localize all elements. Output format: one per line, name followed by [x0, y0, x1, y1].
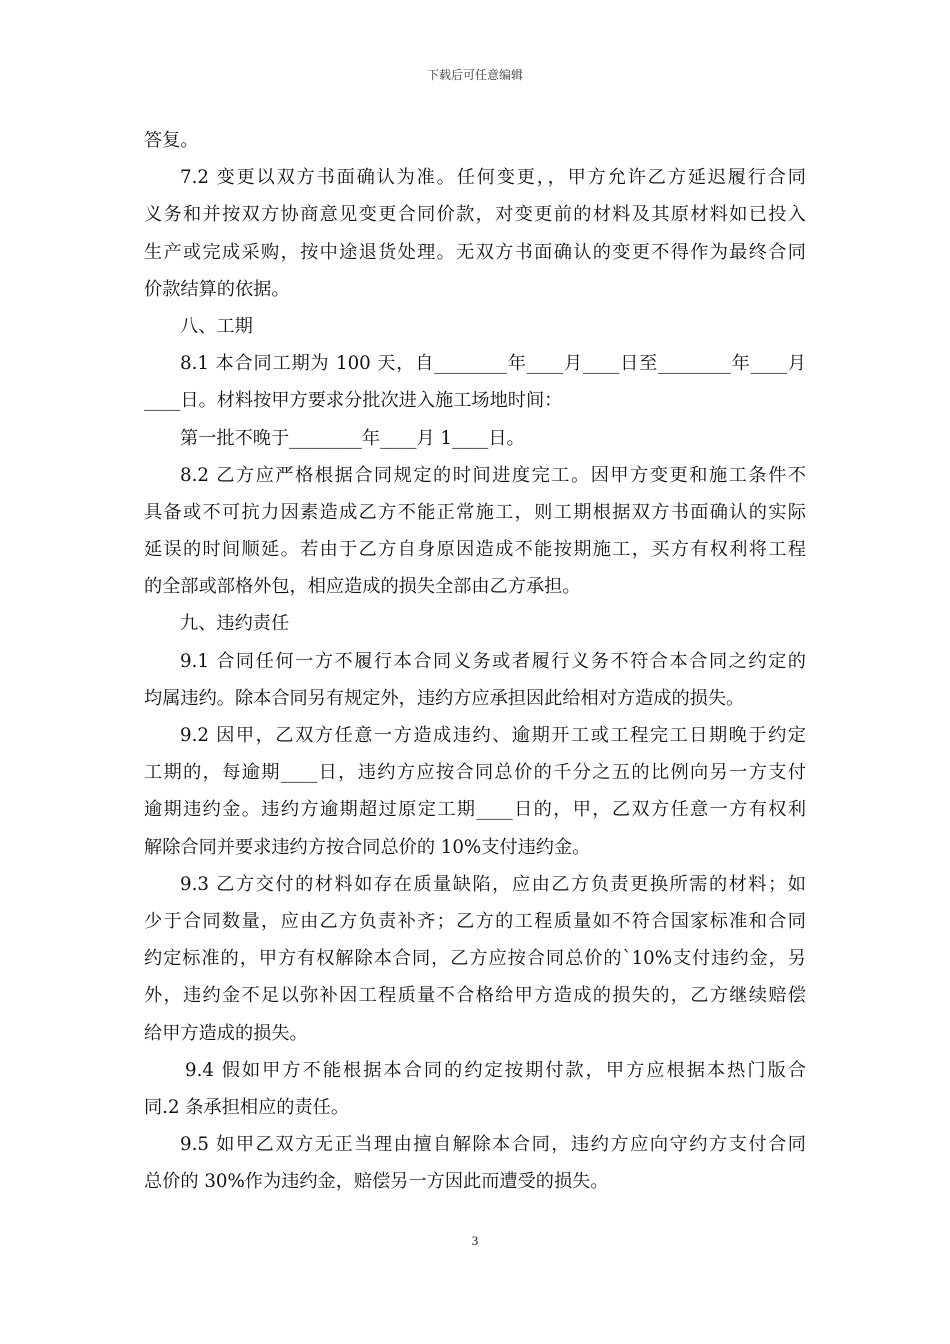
text-line: 同.2 条承担相应的责任。 — [144, 1096, 350, 1118]
text-line: 的全部或部格外包，相应造成的损失全部由乙方承担。 — [144, 576, 581, 598]
text-line: 逾期违约金。违约方逾期超过原定工期____日的，甲，乙双方任意一方有权利 — [144, 799, 806, 821]
text-line: 工期的，每逾期____日，违约方应按合同总价的千分之五的比例向另一方支付 — [144, 762, 806, 784]
text-line: 少于合同数量，应由乙方负责补齐；乙方的工程质量如不符合国家标准和合同 — [144, 910, 806, 932]
page-number: 3 — [471, 1233, 479, 1248]
text-line: 8.1 本合同工期为 100 天，自________年____月____日至________年____月 — [180, 353, 806, 375]
text-line: 8.2 乙方应严格根据合同规定的时间进度完工。因甲方变更和施工条件不 — [180, 464, 806, 486]
text-line: 9.4 假如甲方不能根据本合同的约定按期付款，甲方应根据本热门版合 — [185, 1059, 806, 1081]
text-line: 均属违约。除本合同另有规定外，违约方应承担因此给相对方造成的损失。 — [144, 687, 745, 709]
text-line: 价款结算的依据。 — [144, 278, 290, 300]
document-body — [144, 122, 806, 1200]
text-line: 第一批不晚于________年____月 1____日。 — [180, 427, 525, 449]
page-header: 下载后可任意编辑 — [426, 68, 523, 82]
text-line: 约定标准的，甲方有权解除本合同，乙方应按合同总价的`10%支付违约金，另 — [144, 948, 806, 970]
text-line: 给甲方造成的损失。 — [144, 1022, 308, 1044]
section-heading: 八、工期 — [180, 315, 253, 337]
text-line: 解除合同并要求违约方按合同总价的 10%支付违约金。 — [144, 836, 591, 858]
text-line: 总价的 30%作为违约金，赔偿另一方因此而遭受的损失。 — [144, 1171, 609, 1193]
text-line: 具备或不可抗力因素造成乙方不能正常施工，则工期根据双方书面确认的实际 — [144, 501, 806, 523]
text-line: 义务和并按双方协商意见变更合同价款，对变更前的材料及其原材料如已投入 — [144, 204, 806, 226]
text-line: 生产或完成采购，按中途退货处理。无双方书面确认的变更不得作为最终合同 — [144, 241, 806, 263]
text-line: 7.2 变更以双方书面确认为准。任何变更，，甲方允许乙方延迟履行合同 — [180, 167, 806, 189]
text-line: ____日。材料按甲方要求分批次进入施工场地时间： — [144, 390, 563, 412]
text-line: 延误的时间顺延。若由于乙方自身原因造成不能按期施工，买方有权利将工程 — [144, 539, 806, 561]
text-line: 9.2 因甲，乙双方任意一方造成违约、逾期开工或工程完工日期晚于约定 — [180, 725, 806, 746]
text-line: 外，违约金不足以弥补因工程质量不合格给甲方造成的损失的，乙方继续赔偿 — [144, 985, 806, 1007]
text-line: 9.3 乙方交付的材料如存在质量缺陷，应由乙方负责更换所需的材料；如 — [180, 873, 806, 895]
text-line: 9.5 如甲乙双方无正当理由擅自解除本合同，违约方应向守约方支付合同 — [180, 1134, 806, 1156]
text-line: 9.1 合同任何一方不履行本合同义务或者履行义务不符合本合同之约定的 — [180, 650, 806, 672]
text-line: 答复。 — [144, 130, 199, 151]
section-heading: 九、违约责任 — [180, 613, 290, 635]
